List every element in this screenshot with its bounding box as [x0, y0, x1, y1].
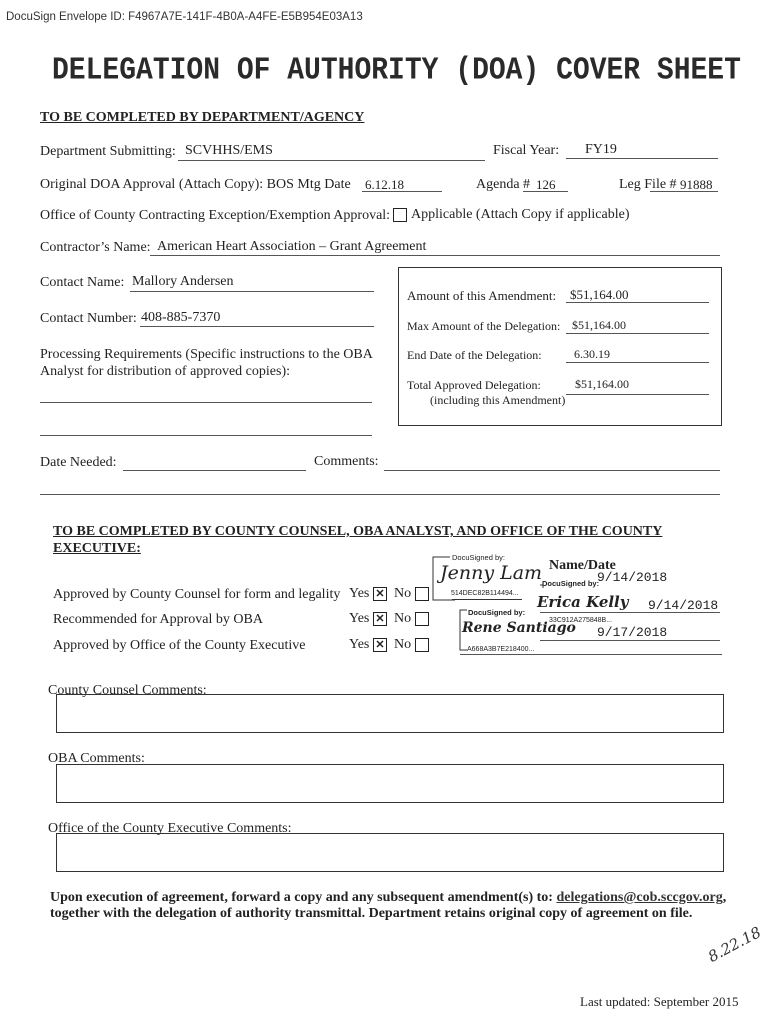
contact-label: Contact Name: — [40, 275, 125, 290]
counsel-comments-label: County Counsel Comments: — [48, 683, 207, 698]
processing-line-a[interactable] — [40, 402, 372, 403]
handwritten-initials-date: 8.22.18 — [705, 923, 765, 966]
number-value[interactable]: 408-885-7370 — [141, 310, 221, 325]
signature-jenny-lam: Jenny Lam — [440, 562, 543, 584]
yes-label: Yes — [349, 611, 370, 626]
number-label: Contact Number: — [40, 311, 137, 326]
docusigned-by-stamp: DocuSigned by: — [542, 579, 600, 588]
date-needed-line[interactable] — [123, 470, 306, 471]
section2-heading-2: EXECUTIVE: — [53, 541, 141, 556]
max-value[interactable]: $51,164.00 — [572, 318, 626, 332]
fiscal-line — [566, 158, 718, 159]
section2-heading-1: TO BE COMPLETED BY COUNTY COUNSEL, OBA ANALYST, AND OFFICE OF THE COUNTY — [53, 524, 663, 539]
amendment-label: Amount of this Amendment: — [407, 288, 557, 303]
signature-underline-2 — [540, 612, 720, 613]
contractor-line — [150, 255, 720, 256]
footer-note-part2: , — [722, 890, 727, 905]
exec-comments-box[interactable] — [56, 833, 724, 872]
signature-id-3: A668A3B7E218400... — [467, 646, 535, 653]
page-title: DELEGATION OF AUTHORITY (DOA) COVER SHEET — [52, 54, 741, 89]
yes-checkbox-checked[interactable]: ✕ — [373, 612, 387, 626]
signature-erica-kelly: Erica Kelly — [537, 593, 629, 611]
signature-underline-3 — [540, 640, 720, 641]
processing-line2: Analyst for distribution of approved copies): — [40, 364, 291, 379]
oba-comments-label: OBA Comments: — [48, 751, 145, 766]
processing-line-b[interactable] — [40, 435, 372, 436]
max-label: Max Amount of the Delegation: — [407, 319, 561, 333]
date-needed-label: Date Needed: — [40, 455, 117, 470]
fiscal-label: Fiscal Year: — [493, 143, 560, 158]
dept-value[interactable]: SCVHHS/EMS — [185, 143, 273, 158]
orig-date-value[interactable]: 6.12.18 — [365, 177, 404, 192]
yes-label: Yes — [349, 637, 370, 652]
yes-label: Yes — [349, 586, 370, 601]
office-checkbox[interactable] — [393, 208, 407, 222]
leg-value[interactable]: 91888 — [680, 177, 713, 192]
approval-date-1: 9/14/2018 — [597, 570, 668, 585]
dept-label: Department Submitting: — [40, 144, 176, 159]
number-line — [140, 326, 374, 327]
office-label: Office of County Contracting Exception/Exemption Approval: — [40, 208, 391, 223]
approval-date-3: 9/17/2018 — [597, 625, 668, 640]
contractor-value[interactable]: American Heart Association – Grant Agreement — [157, 239, 427, 254]
orig-label: Original DOA Approval (Attach Copy): BOS Mtg Date — [40, 177, 351, 192]
approval-date-2: 9/14/2018 — [648, 598, 719, 613]
signature-rene-santiago: Rene Santiago — [462, 620, 576, 636]
amendment-line — [566, 302, 709, 303]
contact-line — [130, 291, 374, 292]
total-label: Total Approved Delegation: — [407, 378, 541, 392]
envelope-id: DocuSign Envelope ID: F4967A7E-141F-4B0A-A4FE-E5B954E03A13 — [6, 11, 363, 23]
no-label: No — [394, 611, 412, 626]
comments-line[interactable] — [384, 470, 720, 471]
approval-row-label: Recommended for Approval by OBA — [53, 612, 263, 627]
section1-heading: TO BE COMPLETED BY DEPARTMENT/AGENCY — [40, 110, 365, 125]
docusigned-by-2: DocuSigned by: — [468, 608, 526, 617]
agenda-value[interactable]: 126 — [536, 177, 556, 192]
counsel-comments-box[interactable] — [56, 694, 724, 733]
contact-value[interactable]: Mallory Andersen — [132, 274, 234, 289]
footer-note-line2: together with the delegation of authority transmittal. Department retains original copy of agreement on file. — [50, 906, 693, 921]
leg-label: Leg File # — [619, 177, 677, 192]
signature-id-1: 514DEC82B114494... — [451, 590, 519, 597]
end-label: End Date of the Delegation: — [407, 348, 542, 362]
dept-line — [178, 160, 485, 161]
end-value[interactable]: 6.30.19 — [574, 347, 610, 361]
processing-line1: Processing Requirements (Specific instructions to the OBA — [40, 347, 373, 362]
no-label: No — [394, 637, 412, 652]
amendment-value[interactable]: $51,164.00 — [570, 287, 629, 302]
end-line — [566, 362, 709, 363]
total-value[interactable]: $51,164.00 — [575, 377, 629, 391]
signature-id-2: 33C912A275848B... — [549, 617, 613, 624]
total-note: (including this Amendment) — [430, 393, 566, 407]
yes-checkbox-checked[interactable]: ✕ — [373, 638, 387, 652]
comments-label: Comments: — [314, 454, 379, 469]
oba-comments-box[interactable] — [56, 764, 724, 803]
no-label: No — [394, 586, 412, 601]
docusigned-by-1: DocuSigned by: — [452, 553, 505, 562]
yes-checkbox-checked[interactable]: ✕ — [373, 587, 387, 601]
contractor-label: Contractor’s Name: — [40, 240, 151, 255]
name-date-header: Name/Date — [549, 558, 616, 573]
last-updated: Last updated: September 2015 — [580, 994, 739, 1009]
approval-row-label: Approved by Office of the County Executive — [53, 638, 306, 653]
footer-note-part1: Upon execution of agreement, forward a copy and any subsequent amendment(s) to: — [50, 890, 557, 905]
exec-comments-label: Office of the County Executive Comments: — [48, 821, 292, 836]
fiscal-value[interactable]: FY19 — [585, 142, 617, 157]
max-line — [566, 333, 709, 334]
approval-row-label: Approved by County Counsel for form and legality — [53, 587, 341, 602]
comments-line-2[interactable] — [40, 494, 720, 495]
agenda-label: Agenda # — [476, 177, 531, 192]
total-line — [566, 394, 709, 395]
footer-note-line1 — [50, 890, 726, 906]
email-link[interactable]: delegations@cob.sccgov.org — [556, 890, 723, 905]
office-option: Applicable (Attach Copy if applicable) — [411, 207, 630, 222]
docusign-bracket-lines — [425, 555, 555, 660]
